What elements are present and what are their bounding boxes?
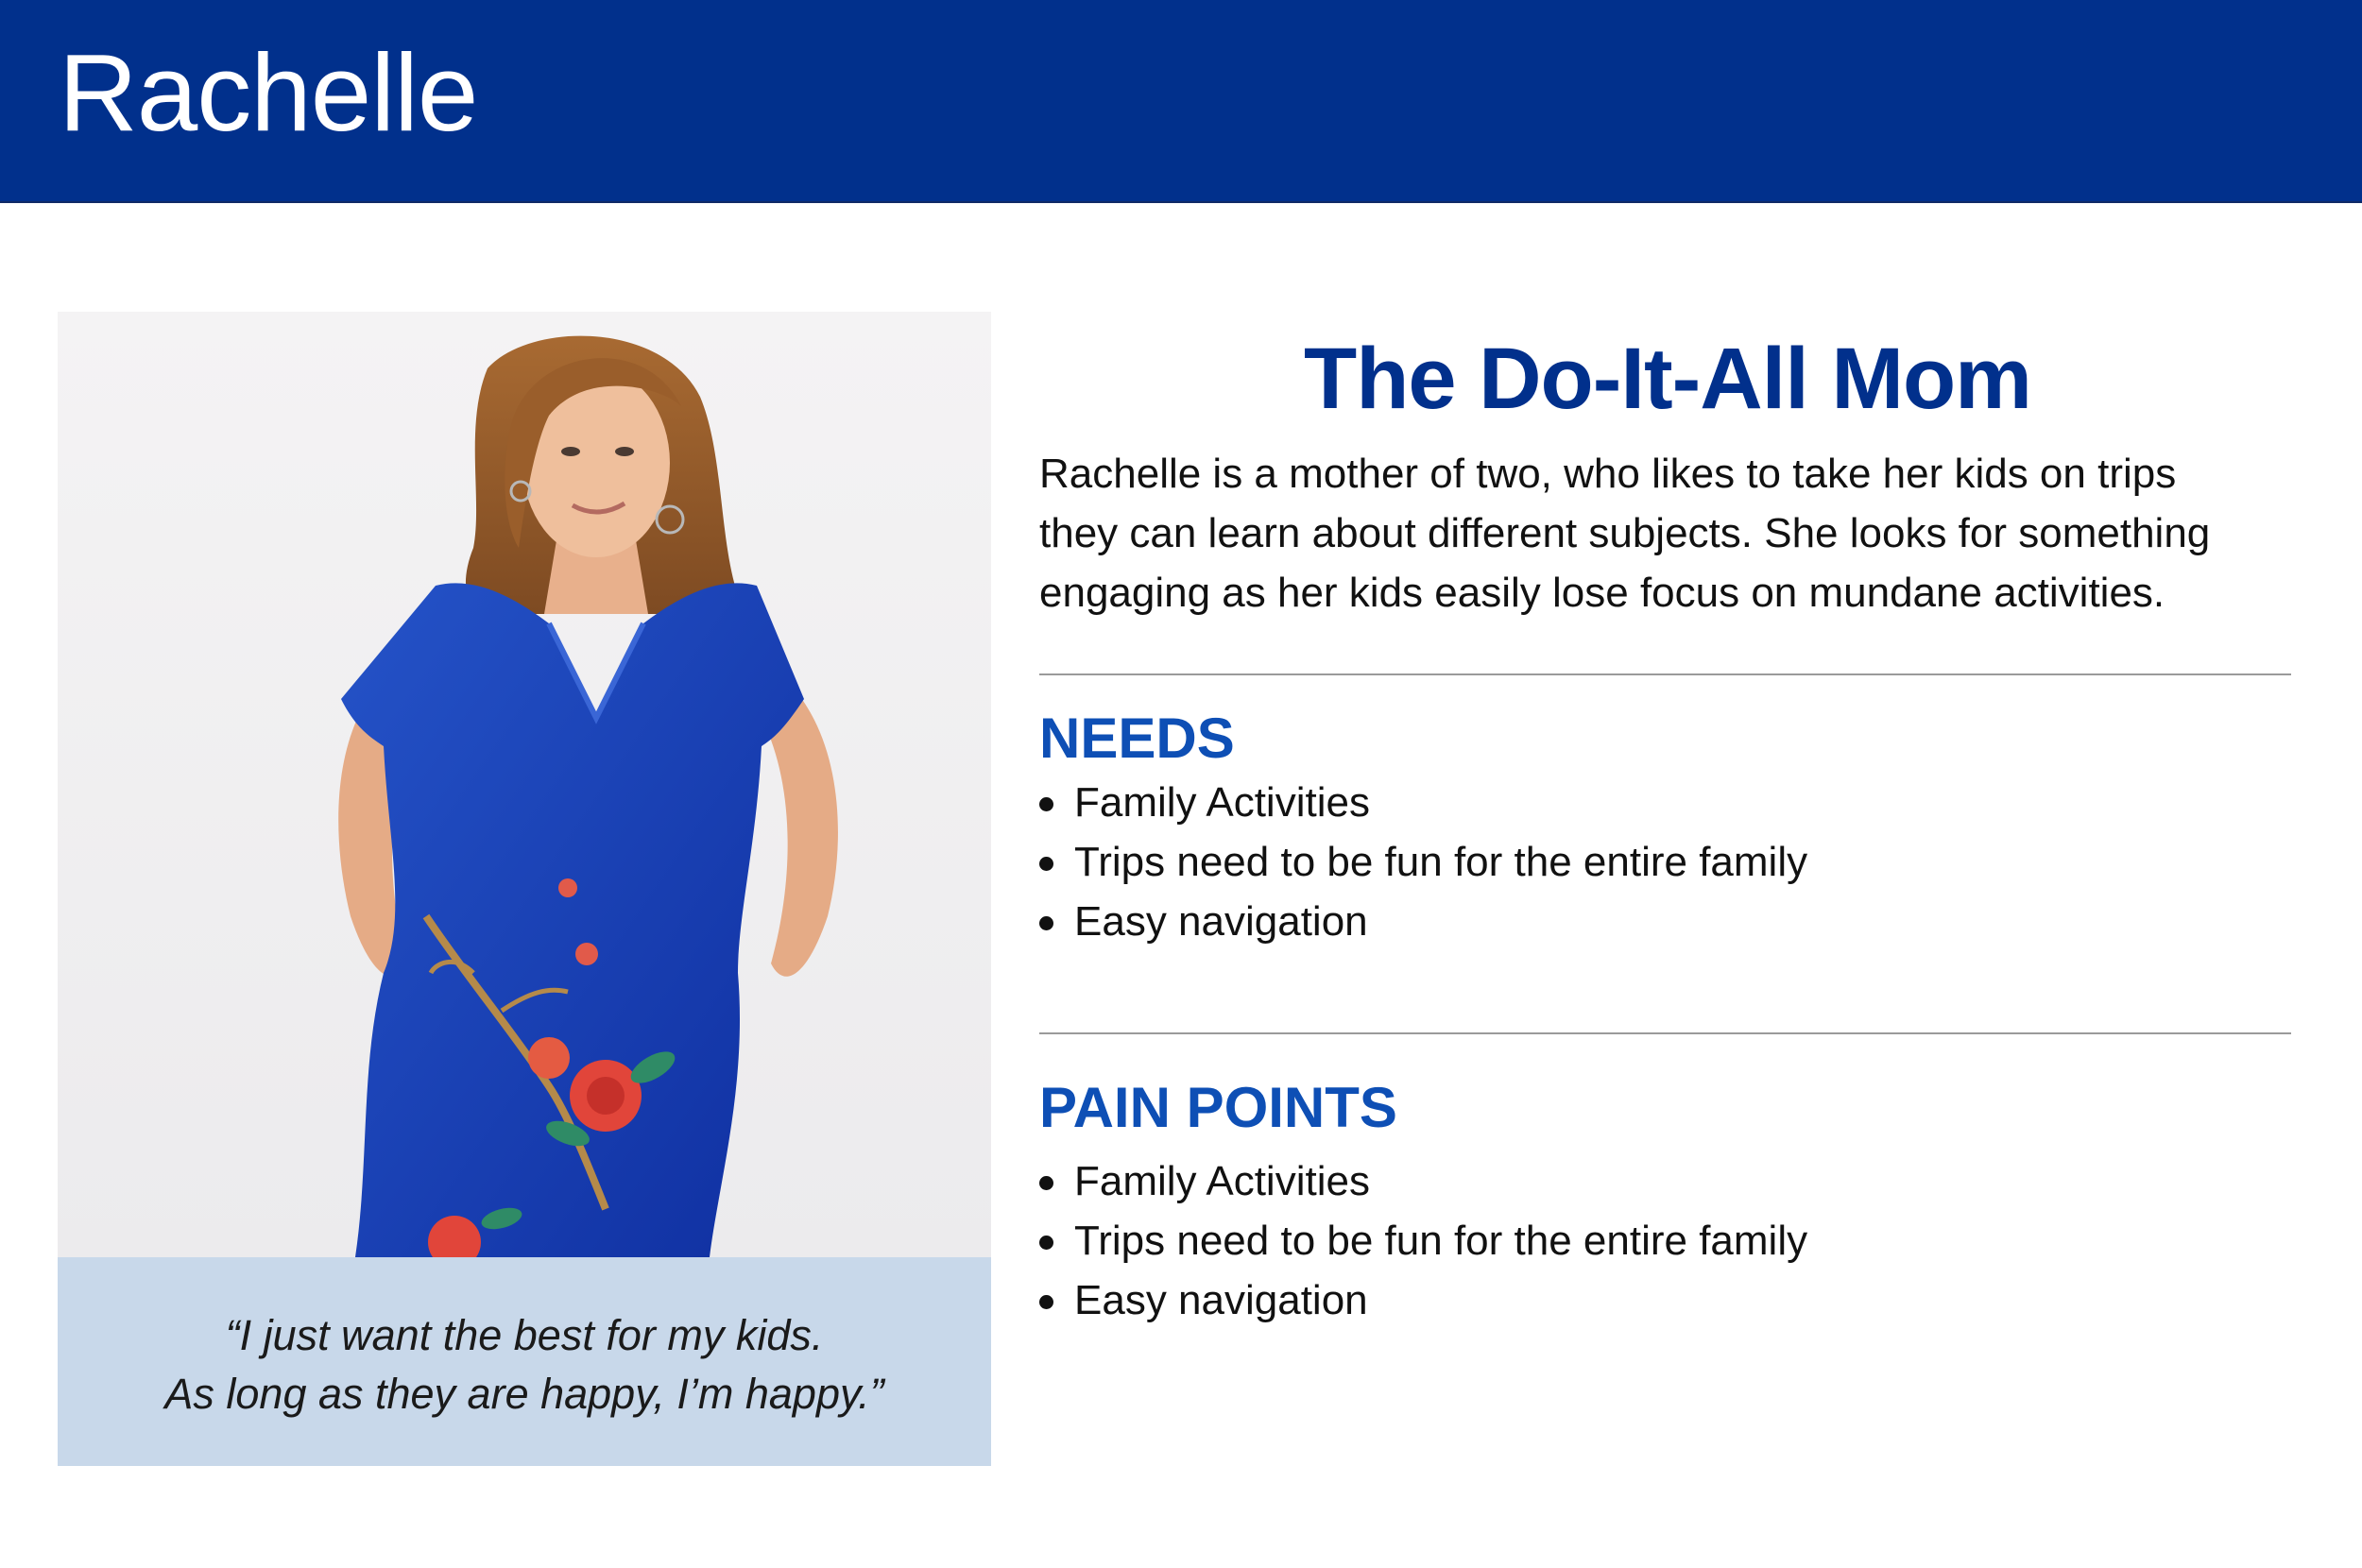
persona-quote <box>58 1257 991 1466</box>
persona-name: Rachelle <box>59 31 478 154</box>
bullet-icon <box>1039 1295 1053 1309</box>
pain-points-heading: PAIN POINTS <box>1039 1076 1397 1139</box>
persona-title: The Do-It-All Mom <box>1304 331 2031 427</box>
description-line: engaging as her kids easily lose focus on mundane activities. <box>1039 570 2165 616</box>
description-line: Rachelle is a mother of two, who likes to take her kids on trips <box>1039 451 2177 497</box>
list-item-text: Easy navigation <box>1074 898 1368 945</box>
description-line: they can learn about different subjects. She looks for something <box>1039 510 2211 556</box>
bullet-icon <box>1039 797 1053 811</box>
list-item-text: Easy navigation <box>1074 1277 1368 1323</box>
bullet-icon <box>1039 857 1053 871</box>
quote-line-1: “I just want the best for my kids. <box>225 1311 824 1359</box>
woman-in-blue-dress-photo <box>58 312 991 1257</box>
list-item-text: Trips need to be fun for the entire family <box>1074 839 1808 885</box>
divider <box>1039 673 2291 675</box>
list-item-text: Family Activities <box>1074 779 1370 826</box>
needs-heading: NEEDS <box>1039 707 1235 770</box>
persona-description <box>1039 444 2324 622</box>
list-item-text: Trips need to be fun for the entire family <box>1074 1218 1808 1264</box>
bullet-icon <box>1039 916 1053 930</box>
persona-photo-card <box>58 312 991 1466</box>
quote-line-2: As long as they are happy, I’m happy.” <box>164 1370 884 1418</box>
divider <box>1039 1032 2291 1034</box>
list-item-text: Family Activities <box>1074 1158 1370 1204</box>
bullet-icon <box>1039 1176 1053 1190</box>
header-bar <box>0 0 2362 203</box>
bullet-icon <box>1039 1236 1053 1250</box>
